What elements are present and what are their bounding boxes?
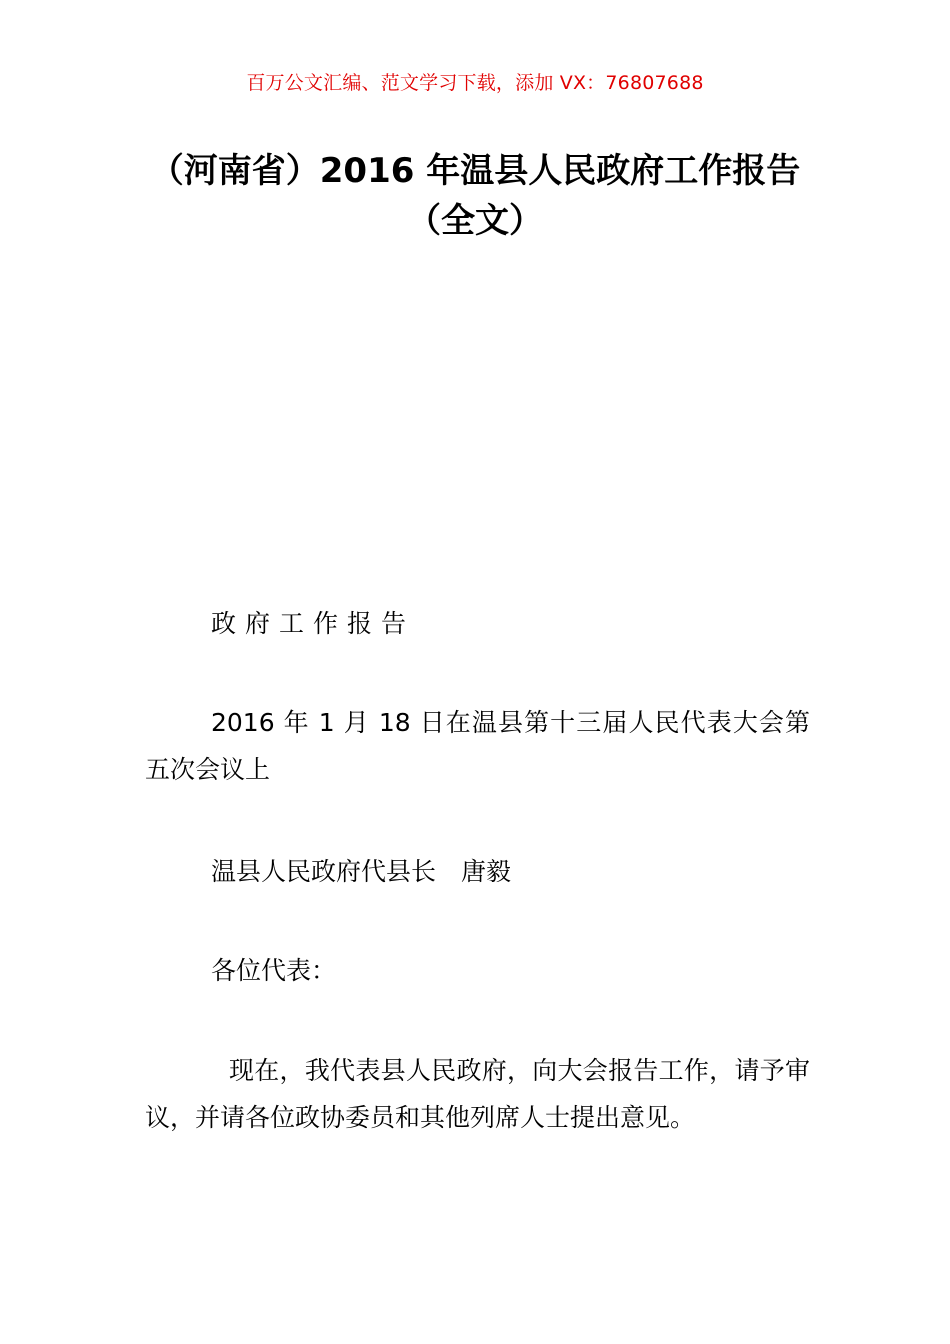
report-heading: 政府工作报告: [211, 609, 416, 638]
speaker-line: 温县人民政府代县长 唐毅: [211, 857, 512, 886]
document-title: [0, 146, 950, 246]
title-line-1: （河南省）2016 年温县人民政府工作报告: [149, 151, 801, 191]
salutation: 各位代表：: [211, 956, 337, 985]
download-notice: 百万公文汇编、范文学习下载，添加 VX：76807688: [246, 72, 704, 94]
title-line-2: （全文）: [407, 201, 543, 241]
opening-paragraph: 现在，我代表县人民政府，向大会报告工作，请予审议，并请各位政协委员和其他列席人士提出意见。: [145, 1056, 810, 1132]
meeting-date-line: 2016 年 1 月 18 日在温县第十三届人民代表大会第五次会议上: [145, 708, 810, 784]
